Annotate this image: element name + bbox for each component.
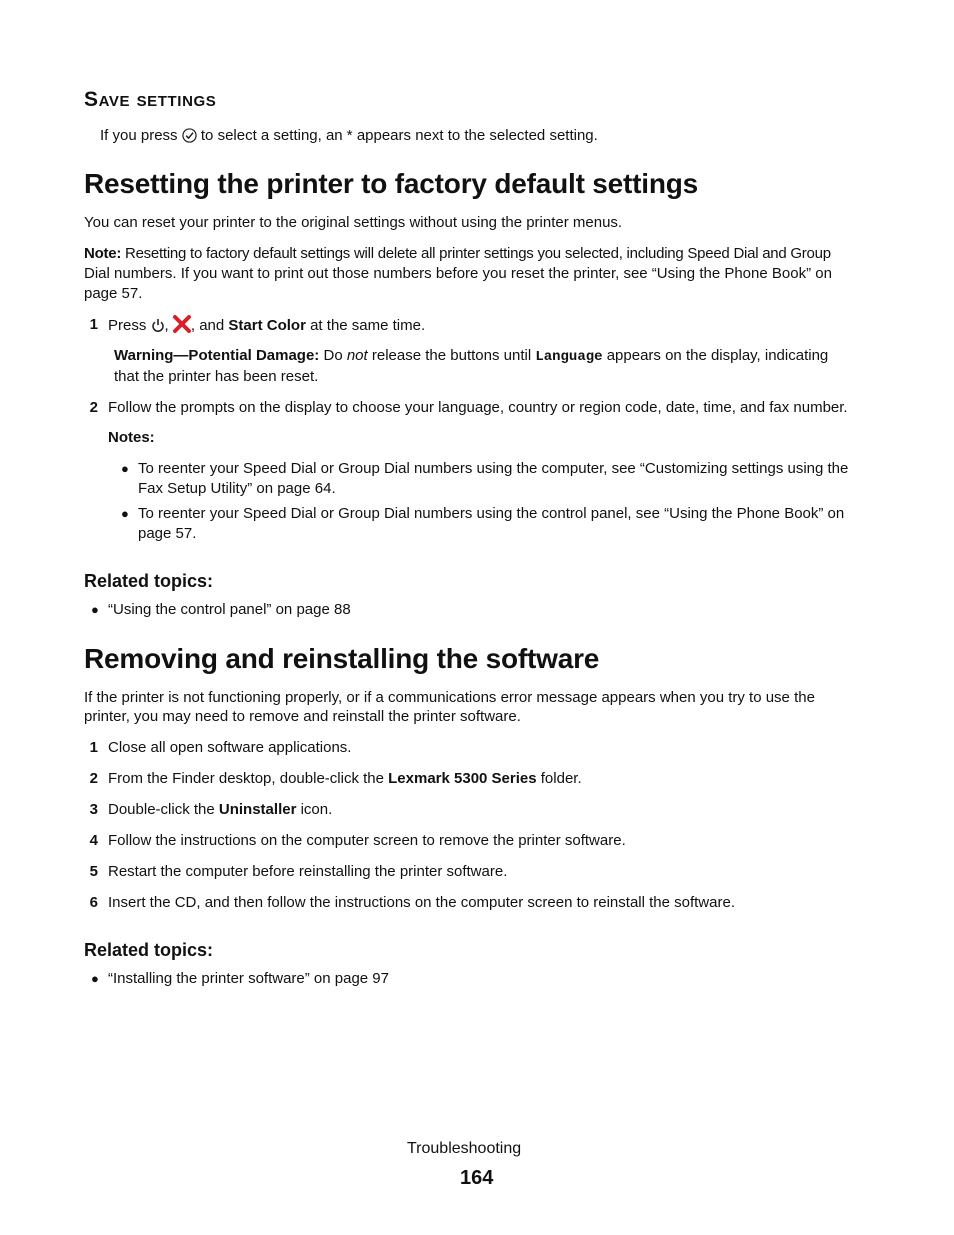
remove-step-number: 2 bbox=[89, 770, 98, 787]
power-icon bbox=[151, 318, 165, 339]
notes-label: Notes: bbox=[108, 429, 155, 446]
footer-section-label: Troubleshooting bbox=[407, 1140, 522, 1157]
list-item-continued: Fax Setup Utility” on page 64. bbox=[138, 480, 336, 497]
remove-step: Restart the computer before reinstalling the printer software. bbox=[108, 863, 508, 880]
warning-line2: that the printer has been reset. bbox=[114, 368, 319, 385]
reset-step-1: Press , , and Start Color at the same time. bbox=[108, 315, 425, 339]
remove-step: Follow the instructions on the computer screen to remove the printer software. bbox=[108, 832, 626, 849]
remove-step: Insert the CD, and then follow the instructions on the computer screen to reinstall the software. bbox=[108, 894, 735, 911]
bullet-icon: ● bbox=[121, 461, 129, 476]
list-item: To reenter your Speed Dial or Group Dial numbers using the control panel, see “Using the Phone Book” on bbox=[138, 505, 845, 522]
list-item: To reenter your Speed Dial or Group Dial numbers using the computer, see “Customizing settings using the bbox=[138, 460, 849, 477]
page-number: 164 bbox=[460, 1167, 494, 1189]
reset-note-line2: Dial numbers. If you want to print out those numbers before you reset the printer, see “Using the Phone Book” on bbox=[84, 265, 832, 282]
related-topics-heading: Related topics: bbox=[84, 571, 214, 591]
remove-intro-line2: printer, you may need to remove and reinstall the printer software. bbox=[84, 708, 521, 725]
remove-step: Double-click the Uninstaller icon. bbox=[108, 801, 333, 818]
bullet-icon: ● bbox=[121, 506, 129, 521]
checkmark-button-icon bbox=[182, 128, 197, 149]
list-item-continued: page 57. bbox=[138, 525, 197, 542]
remove-step-number: 1 bbox=[89, 739, 98, 756]
reset-heading: Resetting the printer to factory default settings bbox=[84, 168, 699, 199]
remove-intro-line1: If the printer is not functioning properly, or if a communications error message appears when you try to use the bbox=[84, 689, 815, 706]
reset-step-2-number: 2 bbox=[89, 399, 98, 416]
bullet-icon: ● bbox=[91, 971, 99, 986]
save-settings-heading: Save settings bbox=[84, 88, 217, 111]
related-link[interactable]: “Using the control panel” on page 88 bbox=[108, 601, 351, 618]
related-link[interactable]: “Installing the printer software” on page 97 bbox=[108, 970, 389, 987]
reset-intro: You can reset your printer to the original settings without using the printer menus. bbox=[84, 214, 623, 231]
save-settings-text: If you press to select a setting, an * appears next to the selected setting. bbox=[100, 126, 598, 149]
remove-heading: Removing and reinstalling the software bbox=[84, 643, 600, 674]
reset-step-2: Follow the prompts on the display to choose your language, country or region code, date, time, and fax number. bbox=[108, 399, 848, 416]
remove-step-number: 4 bbox=[89, 832, 98, 849]
cancel-x-icon bbox=[173, 315, 191, 339]
remove-step-number: 5 bbox=[89, 863, 98, 880]
reset-step-1-number: 1 bbox=[89, 316, 98, 333]
remove-step: From the Finder desktop, double-click the Lexmark 5300 Series folder. bbox=[108, 770, 582, 787]
bullet-icon: ● bbox=[91, 602, 99, 617]
reset-note-line1: Note: Resetting to factory default settings will delete all printer settings you selected, including Speed Dial and Group bbox=[84, 245, 831, 262]
remove-step: Close all open software applications. bbox=[108, 739, 352, 756]
reset-note-line3: page 57. bbox=[84, 285, 143, 302]
related-topics-heading: Related topics: bbox=[84, 940, 214, 960]
display-message-code: Language bbox=[535, 349, 603, 365]
remove-step-number: 3 bbox=[89, 801, 98, 818]
remove-step-number: 6 bbox=[89, 894, 98, 911]
warning-line1: Warning—Potential Damage: Do not release the buttons until Language appears on the display, indicating bbox=[114, 347, 829, 365]
